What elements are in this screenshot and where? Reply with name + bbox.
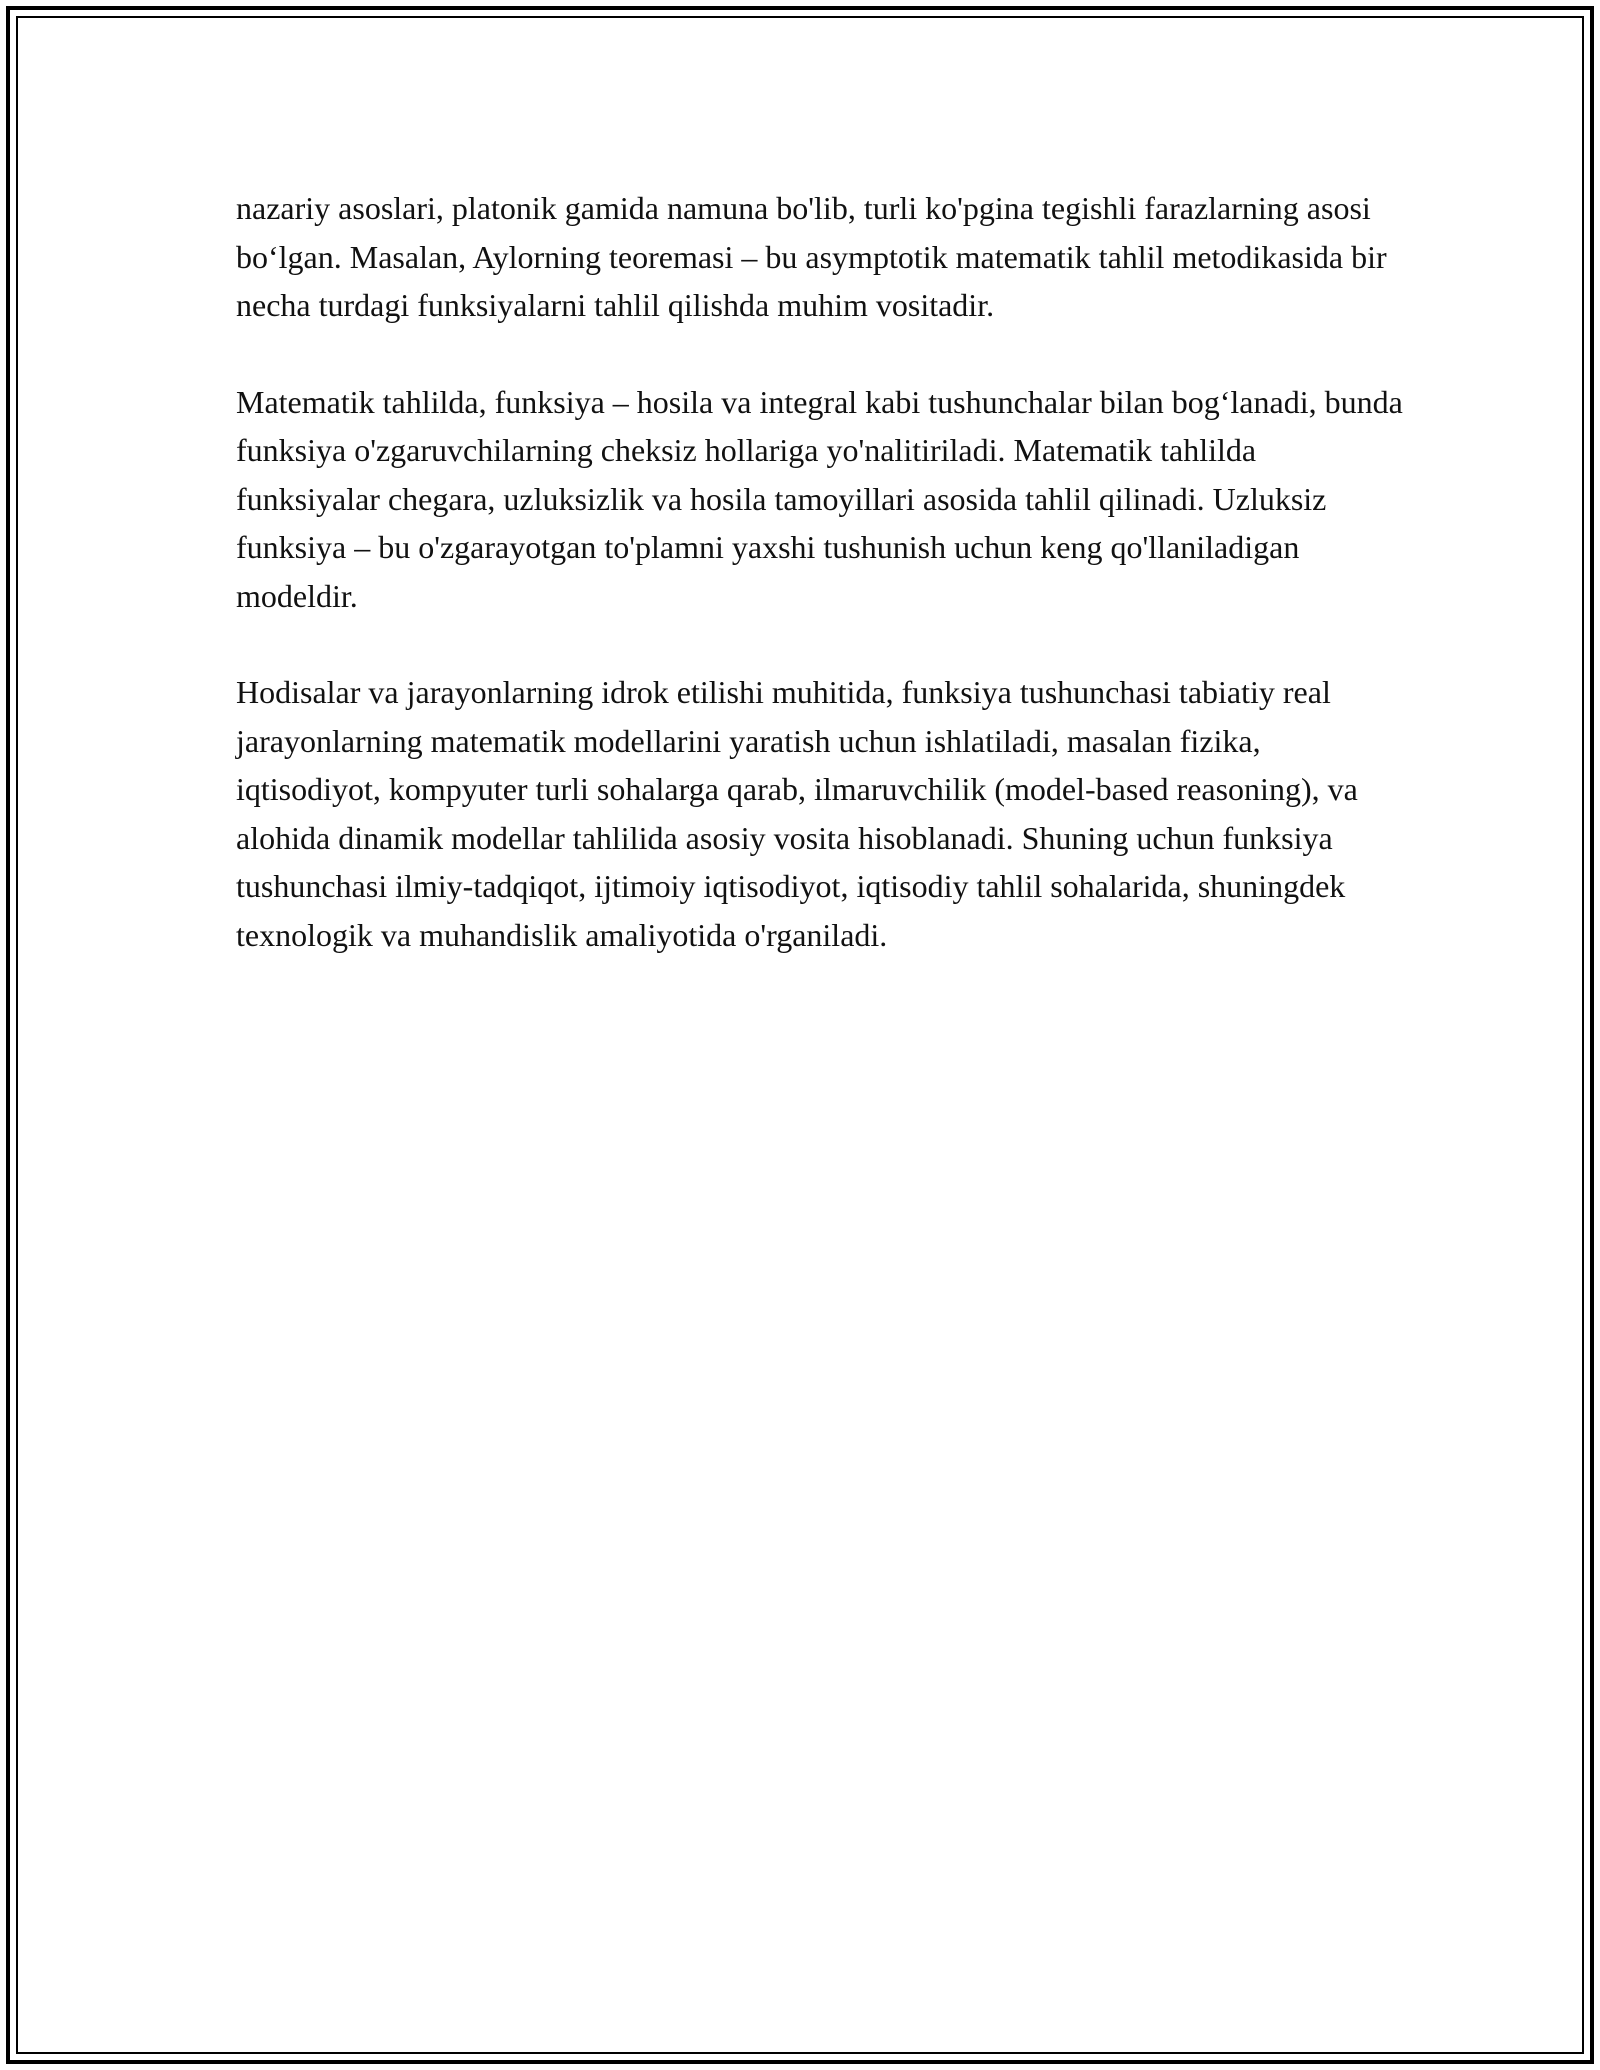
- paragraph-1: nazariy asoslari, platonik gamida namuna bo'lib, turli ko'pgina tegishli farazlarning asosi bo‘lgan. Masalan, Aylorning teoremasi – bu asymptotik matematik tahlil metodikasida bir necha turdagi funksiyalarni tahlil qilishda muhim vositadir.: [236, 190, 1387, 323]
- paragraph-3: Hodisalar va jarayonlarning idrok etilishi muhitida, funksiya tushunchasi tabiatiy real jarayonlarning matematik modellarini yaratish uchun ishlatiladi, masalan fizika, iqtisodiyot, kompyuter turli sohalarga qarab, ilmaruvchilik (model-based reasoning), va alohida dinamik modellar tahlilida asosiy vosita hisoblanadi. Shuning uchun funksiya tushunchasi ilmiy-tadqiqot, ijtimoiy iqtisodiyot, iqtisodiy tahlil sohalarida, shuningdek texnologik va muhandislik amaliyotida o'rganiladi.: [236, 674, 1358, 953]
- document-body: [236, 184, 1406, 1007]
- paragraph-2: Matematik tahlilda, funksiya – hosila va integral kabi tushunchalar bilan bog‘lanadi, bunda funksiya o'zgaruvchilarning cheksiz hollariga yo'nalitiriladi. Matematik tahlilda funksiyalar chegara, uzluksizlik va hosila tamoyillari asosida tahlil qilinadi. Uzluksiz funksiya – bu o'zgarayotgan to'plamni yaxshi tushunish uchun keng qo'llaniladigan modeldir.: [236, 383, 1403, 614]
